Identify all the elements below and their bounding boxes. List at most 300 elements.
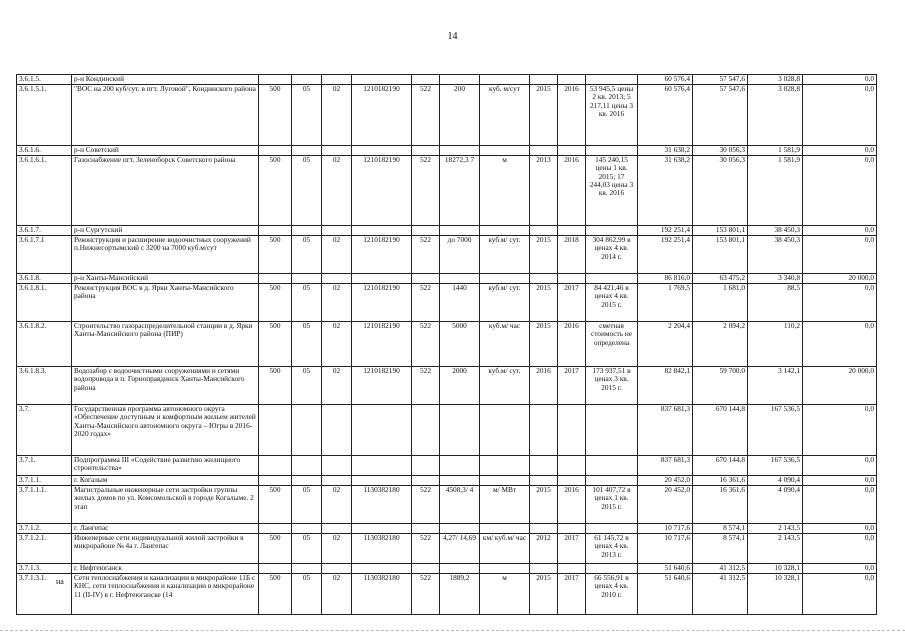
table-cell xyxy=(586,274,638,284)
table-cell xyxy=(352,75,412,85)
row-name: Реконструкция ВОС в д. Ярки Ханты-Мансийского района xyxy=(72,284,259,322)
table-cell: 61 145,72 в ценах 4 кв. 2013 г. xyxy=(586,534,638,564)
row-number: 3.7.1. xyxy=(17,456,72,476)
table-cell xyxy=(322,75,352,85)
row-name: р-н Кондинский xyxy=(72,75,259,85)
table-cell: 30 056,3 xyxy=(693,156,748,226)
table-cell xyxy=(480,405,530,456)
table-cell: 31 638,2 xyxy=(638,146,693,156)
table-cell xyxy=(440,274,480,284)
row-number: 3.6.1.6. xyxy=(17,146,72,156)
table-cell xyxy=(480,564,530,574)
table-cell: 0,0 xyxy=(803,146,877,156)
table-cell xyxy=(558,524,586,534)
table-cell: 53 945,5 цены 2 кв. 2013; 5 217,11 цены 3 кв. 2016 xyxy=(586,85,638,146)
table-cell xyxy=(259,274,292,284)
table-cell: 60 576,4 xyxy=(638,85,693,146)
table-cell: 2015 xyxy=(530,236,558,274)
table-cell: 1889,2 xyxy=(440,574,480,615)
row-name: Государственная программа автономного округа «Обеспечение доступным и комфортным жильем жителей Ханты-Мансийского автономного округа – Югры в 2016-2020 годах» xyxy=(72,405,259,456)
table-cell: 41 312,5 xyxy=(693,574,748,615)
row-number: 3.6.1.6.1. xyxy=(17,156,72,226)
table-cell: 500 xyxy=(259,284,292,322)
table-cell: 2016 xyxy=(558,322,586,367)
table-cell: 500 xyxy=(259,486,292,524)
table-cell xyxy=(292,476,322,486)
table-cell xyxy=(586,226,638,236)
table-row xyxy=(17,226,877,236)
table-cell: 167 536,5 xyxy=(748,405,803,456)
table-cell xyxy=(480,75,530,85)
table-cell: 522 xyxy=(412,85,440,146)
table-cell: 522 xyxy=(412,486,440,524)
table-cell xyxy=(322,456,352,476)
table-cell xyxy=(412,476,440,486)
table-cell: 2016 xyxy=(530,367,558,405)
table-cell: 522 xyxy=(412,156,440,226)
table-cell xyxy=(292,146,322,156)
table-cell: 3 142,1 xyxy=(748,367,803,405)
row-name: Газоснабжение пгт. Зеленоборск Советского района xyxy=(72,156,259,226)
table-row xyxy=(17,75,877,85)
table-cell: 2 143,5 xyxy=(748,534,803,564)
table-cell xyxy=(530,456,558,476)
table-cell xyxy=(412,146,440,156)
row-number: 3.6.1.7.1 xyxy=(17,236,72,274)
page-bottom-edge xyxy=(0,630,905,631)
table-cell: сметная стоимость не определена xyxy=(586,322,638,367)
table-cell: 4 090,4 xyxy=(748,486,803,524)
table-cell xyxy=(259,476,292,486)
table-cell: 670 144,8 xyxy=(693,456,748,476)
row-number: 3.6.1.5. xyxy=(17,75,72,85)
table-cell xyxy=(558,476,586,486)
row-name: Магистральные инженерные сети застройки группы жилых домов по ул. Комсомольской в городе Когалыме. 2 этап xyxy=(72,486,259,524)
table-cell xyxy=(412,75,440,85)
table-row xyxy=(17,524,877,534)
table-cell: куб.м/ час xyxy=(480,322,530,367)
table-cell: 02 xyxy=(322,85,352,146)
table-cell: 05 xyxy=(292,236,322,274)
row-name: г. Когалым xyxy=(72,476,259,486)
table-cell xyxy=(352,274,412,284)
table-cell xyxy=(259,226,292,236)
table-row xyxy=(17,476,877,486)
table-cell: до 7000 xyxy=(440,236,480,274)
table-cell: 1 581,9 xyxy=(748,146,803,156)
table-cell xyxy=(322,274,352,284)
row-name: р-н Советский xyxy=(72,146,259,156)
table-cell: 500 xyxy=(259,574,292,615)
table-cell xyxy=(558,75,586,85)
table-cell: куб.м/ сут. xyxy=(480,236,530,274)
table-cell: 0,0 xyxy=(803,236,877,274)
table-cell: 10 328,1 xyxy=(748,574,803,615)
table-cell xyxy=(586,564,638,574)
table-cell: 2015 xyxy=(530,85,558,146)
table-cell: куб.м/ сут. xyxy=(480,284,530,322)
table-cell xyxy=(558,274,586,284)
table-cell xyxy=(292,524,322,534)
row-name: Подпрограмма III «Содействие развитию жилищного строительства» xyxy=(72,456,259,476)
row-name: Реконструкция и расширение водоочистных сооружений п.Нижнесортымский с 3200 на 7000 куб.м/сут xyxy=(72,236,259,274)
table-row xyxy=(17,146,877,156)
table-cell xyxy=(586,146,638,156)
page-number: 14 xyxy=(447,31,458,42)
table-cell xyxy=(558,405,586,456)
table-cell xyxy=(322,564,352,574)
table-cell: 05 xyxy=(292,574,322,615)
table-cell xyxy=(352,405,412,456)
row-number: 3.7.1.2.1. xyxy=(17,534,72,564)
table-cell: 02 xyxy=(322,534,352,564)
table-cell: 1 769,5 xyxy=(638,284,693,322)
table-cell xyxy=(352,564,412,574)
table-cell: 522 xyxy=(412,367,440,405)
table-row xyxy=(17,405,877,456)
table-cell xyxy=(440,226,480,236)
table-cell: 173 937,51 в ценах 3 кв. 2015 г. xyxy=(586,367,638,405)
table-cell: 60 576,4 xyxy=(638,75,693,85)
row-number: 3.6.1.8. xyxy=(17,274,72,284)
table-cell xyxy=(530,564,558,574)
table-cell xyxy=(259,524,292,534)
table-cell: 1 581,9 xyxy=(748,156,803,226)
table-row xyxy=(17,534,877,564)
table-cell: 522 xyxy=(412,236,440,274)
table-cell xyxy=(480,226,530,236)
table-cell xyxy=(352,456,412,476)
table-cell: 38 450,3 xyxy=(748,226,803,236)
table-cell: км/ куб.м/ час xyxy=(480,534,530,564)
table-cell xyxy=(586,524,638,534)
table-cell: 500 xyxy=(259,322,292,367)
table-cell xyxy=(530,405,558,456)
row-name: р-н Ханты-Мансийский xyxy=(72,274,259,284)
table-cell: м xyxy=(480,574,530,615)
table-cell xyxy=(322,524,352,534)
table-cell xyxy=(412,274,440,284)
table-cell: 8 574,1 xyxy=(693,534,748,564)
table-cell: 1210182190 xyxy=(352,322,412,367)
table-cell xyxy=(558,564,586,574)
table-cell: 2016 xyxy=(558,486,586,524)
table-cell: 2013 xyxy=(530,156,558,226)
table-cell xyxy=(586,405,638,456)
row-number: 3.7.1.1.1. xyxy=(17,486,72,524)
table-cell xyxy=(440,146,480,156)
table-row xyxy=(17,456,877,476)
table-cell xyxy=(322,226,352,236)
table-cell: 1130382180 xyxy=(352,534,412,564)
table-cell: 670 144,8 xyxy=(693,405,748,456)
table-row xyxy=(17,322,877,367)
table-cell: 10 717,6 xyxy=(638,534,693,564)
table-row xyxy=(17,564,877,574)
table-cell: 31 638,2 xyxy=(638,156,693,226)
table-cell: 837 681,3 xyxy=(638,456,693,476)
row-name: г. Нефтеюганск xyxy=(72,564,259,574)
table-cell xyxy=(292,75,322,85)
table-cell: 1210182190 xyxy=(352,367,412,405)
table-cell: 1130382180 xyxy=(352,574,412,615)
table-cell: 05 xyxy=(292,156,322,226)
table-row xyxy=(17,85,877,146)
table-cell xyxy=(259,405,292,456)
table-cell: 0,0 xyxy=(803,564,877,574)
row-number: 3.7.1.3.1. xyxy=(17,574,72,615)
table-row xyxy=(17,367,877,405)
table-cell: 8 574,1 xyxy=(693,524,748,534)
row-number: 3.7. xyxy=(17,405,72,456)
table-cell xyxy=(480,146,530,156)
table-cell: 05 xyxy=(292,85,322,146)
table-cell xyxy=(412,524,440,534)
table-cell: 110,2 xyxy=(748,322,803,367)
table-cell xyxy=(480,456,530,476)
table-cell: 4508,3/ 4 xyxy=(440,486,480,524)
table-cell: 0,0 xyxy=(803,226,877,236)
table-cell: 0,0 xyxy=(803,574,877,615)
table-cell xyxy=(440,405,480,456)
row-name: Водозабор с водоочистными сооружениями и сетями водопровода в п. Горноправдинск Ханты-Мансийского района xyxy=(72,367,259,405)
table-cell xyxy=(259,75,292,85)
table-cell xyxy=(530,274,558,284)
table-cell: 88,5 xyxy=(748,284,803,322)
table-cell: 2012 xyxy=(530,534,558,564)
table-cell: 1210182190 xyxy=(352,236,412,274)
table-cell: 2018 xyxy=(558,236,586,274)
table-cell: 86 816,0 xyxy=(638,274,693,284)
row-number: 3.7.1.1. xyxy=(17,476,72,486)
table-cell: 145 240,15 цены 1 кв. 2015; 17 244,03 цены 3 кв. 2016 xyxy=(586,156,638,226)
row-number: 3.6.1.8.3. xyxy=(17,367,72,405)
table-cell xyxy=(412,456,440,476)
table-cell: 1210182190 xyxy=(352,284,412,322)
table-cell: 84 421,46 в ценах 4 кв. 2015 г. xyxy=(586,284,638,322)
table-row xyxy=(17,574,877,615)
table-cell xyxy=(292,226,322,236)
table-cell: 02 xyxy=(322,284,352,322)
table-cell: 0,0 xyxy=(803,156,877,226)
table-cell: 167 536,5 xyxy=(748,456,803,476)
table-cell: 02 xyxy=(322,156,352,226)
table-cell xyxy=(440,75,480,85)
row-number: 3.6.1.5.1. xyxy=(17,85,72,146)
table-cell: 2017 xyxy=(558,534,586,564)
table-cell: 101 407,72 в ценах 1 кв. 2015 г. xyxy=(586,486,638,524)
table-cell xyxy=(412,405,440,456)
table-cell: 57 547,6 xyxy=(693,75,748,85)
table-cell: 500 xyxy=(259,236,292,274)
table-row xyxy=(17,284,877,322)
table-cell: 10 328,1 xyxy=(748,564,803,574)
table-cell xyxy=(322,476,352,486)
table-cell: 522 xyxy=(412,284,440,322)
table-cell: 1130382180 xyxy=(352,486,412,524)
table-row xyxy=(17,156,877,226)
table-cell: 02 xyxy=(322,322,352,367)
table-cell: 500 xyxy=(259,534,292,564)
table-row xyxy=(17,486,877,524)
table-cell: 2015 xyxy=(530,322,558,367)
table-cell: 500 xyxy=(259,367,292,405)
row-number: 3.6.1.7. xyxy=(17,226,72,236)
table-cell: 05 xyxy=(292,486,322,524)
table-cell xyxy=(259,146,292,156)
table-cell: 02 xyxy=(322,486,352,524)
row-name: Строительство газораспределительной станции в д. Ярки Ханты-Мансийского района (ПИР) xyxy=(72,322,259,367)
table-cell: 522 xyxy=(412,574,440,615)
table-cell: 57 547,6 xyxy=(693,85,748,146)
table-cell xyxy=(480,524,530,534)
table-cell: 1210182190 xyxy=(352,85,412,146)
table-cell xyxy=(586,456,638,476)
table-cell: 10 717,6 xyxy=(638,524,693,534)
table-cell: 522 xyxy=(412,322,440,367)
table-cell xyxy=(292,274,322,284)
table-row xyxy=(17,236,877,274)
table-cell: м/ МВт xyxy=(480,486,530,524)
table-cell: 2015 xyxy=(530,486,558,524)
table-cell: куб.м/ сут. xyxy=(480,367,530,405)
table-cell xyxy=(292,405,322,456)
table-cell: 3 028,8 xyxy=(748,75,803,85)
table-cell: 837 681,3 xyxy=(638,405,693,456)
table-cell xyxy=(480,476,530,486)
table-cell: 153 801,1 xyxy=(693,236,748,274)
table-cell xyxy=(292,456,322,476)
table-cell xyxy=(530,75,558,85)
table-cell: 05 xyxy=(292,367,322,405)
table-cell xyxy=(558,146,586,156)
table-cell: 192 251,4 xyxy=(638,226,693,236)
table-cell xyxy=(352,476,412,486)
table-cell: 522 xyxy=(412,534,440,564)
table-cell: 59 700,0 xyxy=(693,367,748,405)
table-cell: 200 xyxy=(440,85,480,146)
table-cell: 2017 xyxy=(558,284,586,322)
row-number: 3.7.1.2. xyxy=(17,524,72,534)
table-cell: 2016 xyxy=(558,85,586,146)
table-cell: 500 xyxy=(259,156,292,226)
table-cell: 0,0 xyxy=(803,486,877,524)
table-cell xyxy=(352,146,412,156)
table-cell: 20 000,0 xyxy=(803,367,877,405)
row-name: "ВОС на 200 куб/сут. в пгт. Луговой", Кондинского района xyxy=(72,85,259,146)
table-cell: 153 801,1 xyxy=(693,226,748,236)
table-cell: 0,0 xyxy=(803,476,877,486)
table-cell xyxy=(259,456,292,476)
table-cell: 38 450,3 xyxy=(748,236,803,274)
table-cell: 4 090,4 xyxy=(748,476,803,486)
table-cell: 500 xyxy=(259,85,292,146)
table-cell xyxy=(352,226,412,236)
table-cell xyxy=(558,456,586,476)
table-cell: 2016 xyxy=(558,156,586,226)
table-cell: 20 452,0 xyxy=(638,476,693,486)
row-number: 3.7.1.3. xyxy=(17,564,72,574)
table-cell xyxy=(322,405,352,456)
table-cell: 20 452,0 xyxy=(638,486,693,524)
table-cell: 82 842,1 xyxy=(638,367,693,405)
table-cell xyxy=(480,274,530,284)
table-cell: 2015 xyxy=(530,284,558,322)
table-cell: 0,0 xyxy=(803,456,877,476)
row-number: 3.6.1.8.1. xyxy=(17,284,72,322)
table-cell: 16 361,6 xyxy=(693,476,748,486)
table-row xyxy=(17,274,877,284)
table-cell xyxy=(530,476,558,486)
table-cell: 0,0 xyxy=(803,524,877,534)
table-cell: 3 340,8 xyxy=(748,274,803,284)
table-cell xyxy=(440,476,480,486)
table-cell xyxy=(440,564,480,574)
table-cell: 05 xyxy=(292,322,322,367)
table-cell xyxy=(259,564,292,574)
table-cell: 1210182190 xyxy=(352,156,412,226)
row-name: р-н Сургутский xyxy=(72,226,259,236)
table-cell: 05 xyxy=(292,284,322,322)
row-name: Инженерные сети индивидуальной жилой застройки в микрорайоне № 4а г. Лангепас xyxy=(72,534,259,564)
table-cell: 30 056,3 xyxy=(693,146,748,156)
table-cell: 05 xyxy=(292,534,322,564)
table-cell: 2015 xyxy=(530,574,558,615)
table-cell xyxy=(558,226,586,236)
table-cell: м xyxy=(480,156,530,226)
table-cell: 02 xyxy=(322,367,352,405)
table-cell: 3 028,8 xyxy=(748,85,803,146)
table-cell: 1440 xyxy=(440,284,480,322)
table-cell: 0,0 xyxy=(803,534,877,564)
table-cell: 2017 xyxy=(558,574,586,615)
table-cell: 0,0 xyxy=(803,75,877,85)
table-cell: 5000 xyxy=(440,322,480,367)
table-cell: 63 475,2 xyxy=(693,274,748,284)
table-cell xyxy=(530,226,558,236)
row-name: г. Лангепас xyxy=(72,524,259,534)
table-cell: 16 361,6 xyxy=(693,486,748,524)
table-cell xyxy=(586,75,638,85)
table-cell: 20 000,0 xyxy=(803,274,877,284)
table-cell: 192 251,4 xyxy=(638,236,693,274)
table-cell: 0,0 xyxy=(803,284,877,322)
table-cell xyxy=(412,564,440,574)
table-cell: 18272,3 7 xyxy=(440,156,480,226)
table-cell: 304 862,99 в ценах 4 кв. 2014 г. xyxy=(586,236,638,274)
table-cell: 02 xyxy=(322,574,352,615)
table-cell: 4,27/ 14,69 xyxy=(440,534,480,564)
table-cell: 2017 xyxy=(558,367,586,405)
table-cell: 66 556,91 в ценах 4 кв. 2010 г. xyxy=(586,574,638,615)
row-number: 3.6.1.8.2. xyxy=(17,322,72,367)
table-cell: 0,0 xyxy=(803,405,877,456)
table-cell: 1 681,0 xyxy=(693,284,748,322)
table-cell: 0,0 xyxy=(803,322,877,367)
table-cell xyxy=(292,564,322,574)
table-cell xyxy=(322,146,352,156)
table-cell: 51 640,6 xyxy=(638,574,693,615)
table-cell: 0,0 xyxy=(803,85,877,146)
budget-table xyxy=(16,74,877,615)
table-cell xyxy=(440,456,480,476)
table-cell xyxy=(440,524,480,534)
table-cell: 2000 xyxy=(440,367,480,405)
table-cell: 51 640,6 xyxy=(638,564,693,574)
table-cell: куб. м/сут xyxy=(480,85,530,146)
table-cell xyxy=(352,524,412,534)
footer-text: на xyxy=(56,577,64,586)
